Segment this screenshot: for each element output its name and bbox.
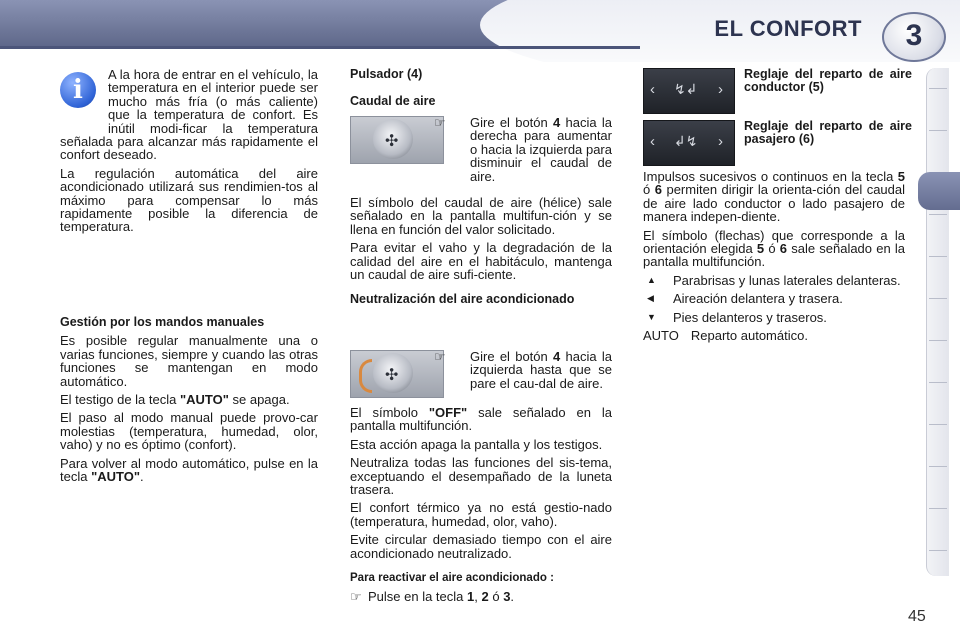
info-note [60,68,318,239]
text-run: hacia la izquierda hasta que se pare el cau-dal de aire. [470,349,613,391]
text-run: Pulse en la tecla [368,589,468,605]
ac-off-paragraph-4: El confort térmico ya no está gestio-nado (temperatura, humedad, olor, vaho). [350,500,612,529]
chevron-left-icon: ‹ [650,81,655,98]
tab-divider [929,340,947,341]
text-run: Impulsos sucesivos o continuos en la tecla [643,169,898,184]
list-item-text: Pies delanteros y traseros. [673,309,827,325]
distribution-paragraph-1 [643,170,905,224]
key-number: 1 [467,589,475,605]
page-number: 45 [908,608,926,625]
manual-heading: Gestión por los mandos manuales [60,315,265,329]
ac-off-paragraph-5: Evite circular demasiado tiempo con el aire acondicionado neutralizado. [350,532,612,561]
list-item-text: Parabrisas y lunas laterales delanteras. [673,272,901,288]
driver-distribution-heading-block [744,68,912,99]
auto-distribution-line [643,329,905,342]
seat-airflow-icon: ↲↯ [674,133,698,149]
chapter-badge [882,12,946,62]
tab-divider [929,508,947,509]
manual-paragraph-4 [60,457,318,484]
fan-icon: ✣ [385,367,399,384]
key-number: 6 [779,241,788,257]
ac-off-paragraph-2: Esta acción apaga la pantalla y los testigos. [350,436,603,452]
chevron-right-icon: › [718,81,723,98]
button-number: 4 [553,349,561,364]
auto-key-label: "AUTO" [179,392,229,408]
pointing-hand-icon: ☞ [350,589,362,605]
list-item-text: Aireación delantera y trasera. [673,291,843,307]
tab-divider [929,550,947,551]
chevron-right-icon: › [718,133,723,150]
tab-divider [929,424,947,425]
text-run: . [510,589,515,605]
list-item [643,292,905,305]
auto-label: AUTO [643,328,679,344]
key-number: 5 [897,169,905,184]
ac-off-paragraph-1 [350,406,612,433]
chapter-tab-selected[interactable] [918,172,960,210]
tab-divider [929,256,947,257]
text-run: . [140,469,144,485]
info-icon: i [60,72,96,108]
button-number: 4 [553,115,561,130]
key-number: 2 [481,589,489,605]
distribution-details [643,170,905,347]
seat-airflow-icon: ↯↲ [674,81,698,97]
air-flow-heading: Caudal de aire [350,94,436,109]
text-run: hacia la derecha para aumentar o hacia la izquierda para disminuir el caudal de aire. [470,115,613,184]
info-paragraph-1: A la hora de entrar en el vehículo, la temperatura en el interior puede ser mucho más fría (o más caliente) que la temperatura de confort. Es inútil modi-ficar la temperatura señalada para alcanzar más rapidamente el confort deseado. [60,67,318,163]
page-title: EL CONFORT [714,16,862,41]
arrow-down-icon: ▼ [647,311,656,322]
distribution-paragraph-2 [643,229,905,269]
manual-section [60,316,318,488]
air-flow-step-text [434,115,613,184]
text-run: sale señalado en la pantalla multifunción. [350,405,612,434]
chapter-number: 3 [905,19,923,52]
chapter-tab-strip[interactable] [926,68,949,576]
key-number: 3 [503,589,511,605]
text-run: El testigo de la tecla [60,392,180,408]
chapter-header [0,0,960,62]
info-paragraph-2: La regulación automática del aire acondicionado utilizará sus rendimien-tos al máximo para compensar lo más rapidamente posible la diferencia de temperatura. [60,165,318,235]
manual-paragraph-1: Es posible regular manualmente una o varias funciones, siempre y cuando las otras funciones se mantengan en modo automático. [60,333,318,389]
manual-paragraph-3: El paso al modo manual puede provo-car molestias (temperatura, humedad, olor, vaho) y no es óptimo (confort). [60,410,318,453]
off-symbol-label: "OFF" [428,405,468,420]
arrow-up-icon: ▲ [647,274,656,285]
tab-divider [929,130,947,131]
text-run: ó [643,182,655,198]
reactivate-heading: Para reactivar el aire acondicionado : [350,572,554,585]
passenger-distribution-heading: Reglaje del reparto de aire pasajero (6) [744,119,912,146]
rotate-left-arrow-icon [359,359,372,393]
key-number: 5 [756,241,765,257]
reactivate-step [350,590,612,603]
text-run: El símbolo (flechas) que corresponde a la orientación elegida [643,227,905,257]
auto-key-label: "AUTO" [91,469,140,485]
air-flow-details [350,196,612,312]
text-run: , [474,589,482,605]
tab-divider [929,466,947,467]
text-run: El símbolo [350,405,429,420]
text-run: Gire el botón [470,115,554,130]
text-run: Para volver al modo automático, pulse en la tecla [60,455,318,485]
text-run: Gire el botón [470,349,554,364]
text-run: ó [764,241,780,257]
passenger-distribution-heading-block [744,120,912,151]
ac-off-paragraph-3: Neutraliza todas las funciones del sis-tema, exceptuando el desempañado de la luneta trasera. [350,455,612,498]
passenger-distribution-panel-image [643,120,735,166]
air-flow-paragraph-1: El símbolo del caudal de aire (hélice) sale señalado en la pantalla multifun-ción y se llena en función del valor solicitado. [350,195,612,237]
ac-off-step [434,349,613,395]
key-number: 6 [654,182,662,198]
air-flow-section-headings [350,68,612,114]
text-run: ó [488,589,504,605]
tab-divider [929,214,947,215]
driver-distribution-heading: Reglaje del reparto de aire conductor (5) [744,67,912,94]
chevron-left-icon: ‹ [650,133,655,150]
pointing-hand-icon: ☞ [434,115,446,130]
manual-paragraph-2 [60,393,318,406]
pointing-hand-icon: ☞ [434,349,446,364]
tab-divider [929,88,947,89]
list-item [643,311,905,324]
auto-description: Reparto automático. [690,328,808,344]
arrow-left-icon: ◀ [647,293,654,304]
driver-distribution-panel-image [643,68,735,114]
air-flow-step [434,115,613,188]
tab-divider [929,382,947,383]
air-flow-paragraph-2: Para evitar el vaho y la degradación de la calidad del aire en el habitáculo, mantenga un caudal de aire sufi-ciente. [350,240,612,283]
text-run: se apaga. [228,392,290,408]
ac-off-details [350,406,612,609]
button-4-heading: Pulsador (4) [350,67,423,81]
list-item [643,274,905,287]
ac-off-heading: Neutralización del aire acondicionado [350,292,575,307]
air-flow-knob-image [350,116,444,164]
text-run: sale señalado en la pantalla multifunción. [643,241,905,270]
fan-icon: ✣ [385,133,399,150]
header-rule [0,46,640,49]
ac-off-step-text [434,349,613,391]
tab-divider [929,298,947,299]
text-run: permiten dirigir la orienta-ción del caudal de aire lado conductor o lado pasajero de manera indepen-diente. [643,182,906,225]
ac-off-knob-image [350,350,444,398]
